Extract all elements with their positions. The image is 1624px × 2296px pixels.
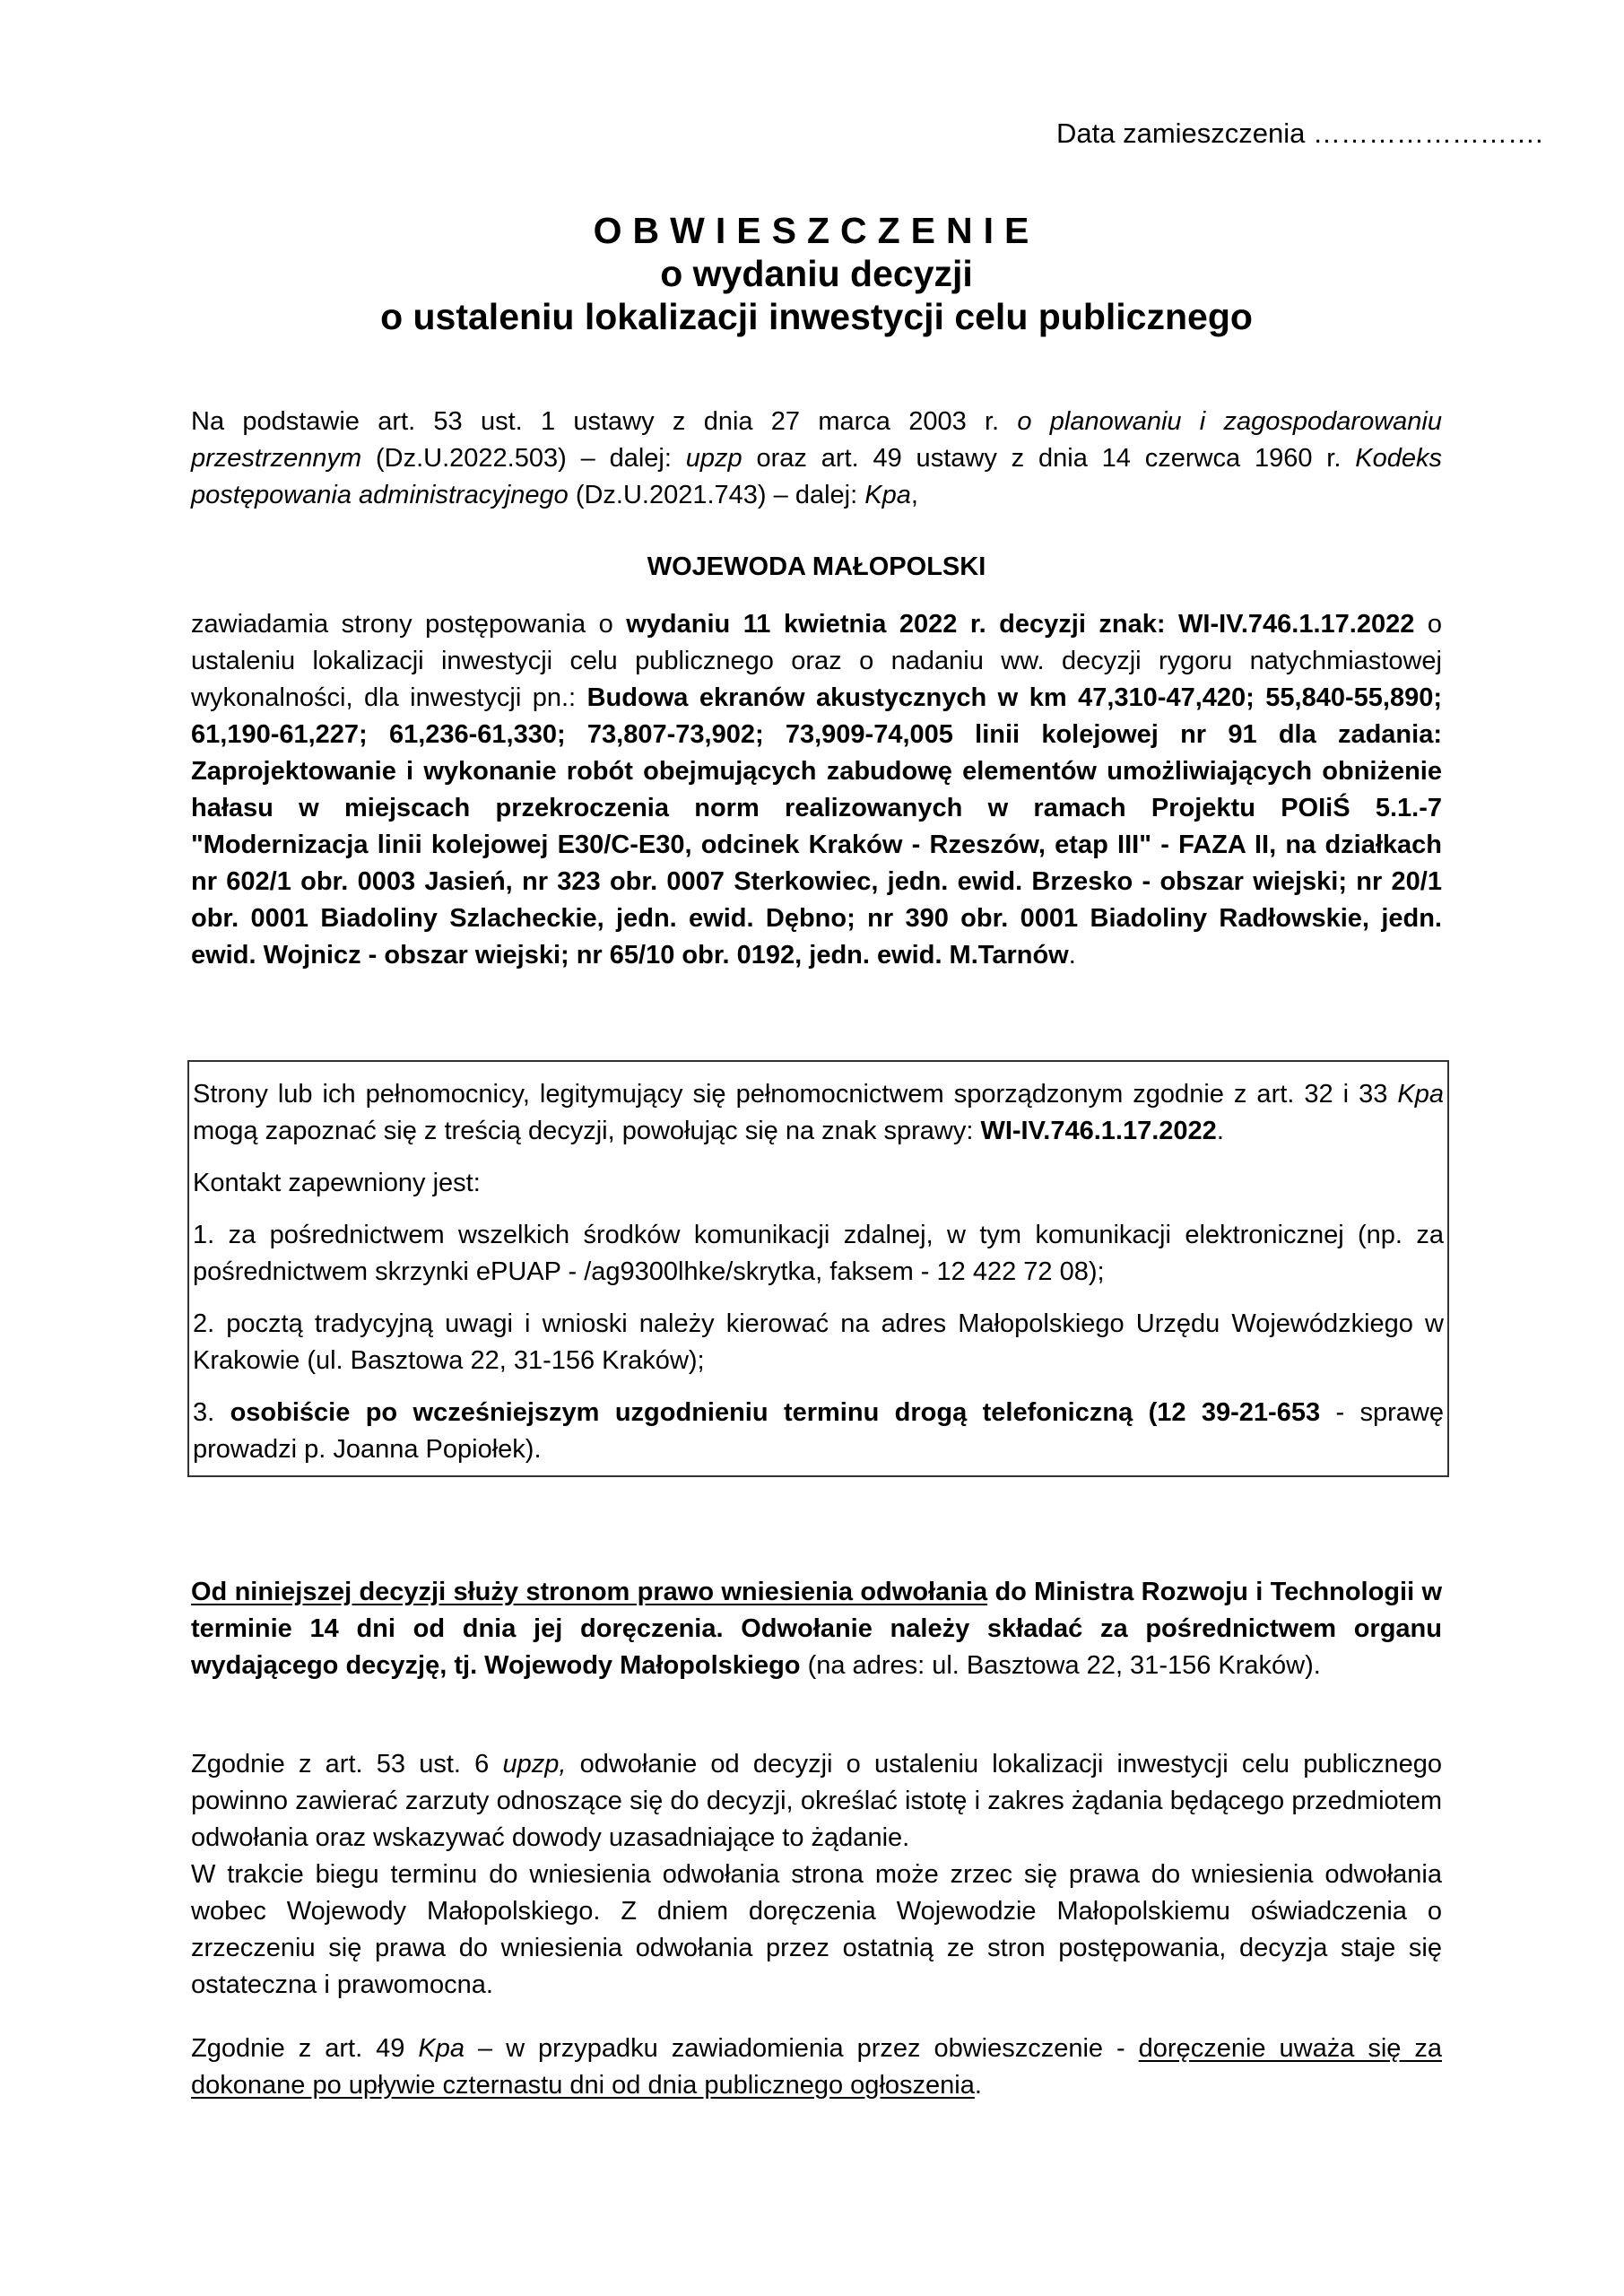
legal-basis-paragraph	[191, 404, 1442, 514]
posting-date-value: …………………….	[1313, 117, 1543, 149]
contact-item-personal	[193, 1395, 1444, 1468]
delivery-rule-underlined: doręczenie uważa się za dokonane po upływie czternastu dni od dnia publicznego ogłoszenia	[191, 2034, 1443, 2100]
appeal-right-underlined: Od niniejszej decyzji służy stronom prawo wniesienia odwołania	[191, 1578, 988, 1606]
access-text: .	[1216, 1117, 1224, 1145]
art49-text: – w przypadku zawiadomienia przez obwieszczenie -	[464, 2034, 1139, 2063]
legal-basis-text: (Dz.U.2022.503) – dalej:	[361, 444, 686, 473]
posting-date-line	[1056, 117, 1543, 150]
art53-section	[191, 1746, 1442, 2004]
authority-heading: WOJEWODA MAŁOPOLSKI	[647, 552, 986, 581]
access-text: Strony lub ich pełnomocnicy, legitymujący się pełnomocnictwem sporządzonym zgodnie z art. 32 i 33	[193, 1080, 1398, 1109]
contact-item-post: 2. pocztą tradycyjną uwagi i wnioski należy kierować na adres Małopolskiego Urzędu Wojewódzkiego w Krakowie (ul. Basztowa 22, 31-156 Kraków);	[193, 1309, 1444, 1375]
case-handler-text: - sprawę prowadzi p. Joanna Popiołek).	[193, 1398, 1444, 1464]
appeal-paragraph	[191, 1574, 1442, 1684]
case-reference: WI-IV.746.1.17.2022	[980, 1117, 1217, 1145]
legal-basis-text: ,	[910, 481, 918, 509]
decision-reference: wydaniu 11 kwietnia 2022 r. decyzji znak: WI-IV.746.1.17.2022	[626, 610, 1415, 639]
art53-paragraph	[191, 1746, 1442, 1857]
contact-info-box	[187, 1060, 1449, 1477]
appeal-instructions: do Ministra Rozwoju i Technologii w terminie 14 dni od dnia jej doręczenia. Odwołanie należy składać za pośrednictwem organu wydającego decyzję, tj. Wojewody Małopolskiego	[191, 1578, 1443, 1680]
access-paragraph	[193, 1076, 1444, 1150]
title-subtitle-1: o wydaniu decyzji	[660, 253, 973, 294]
art53-text: Zgodnie z art. 53 ust. 6	[191, 1750, 503, 1779]
access-text: mogą zapoznać się z treścią decyzji, powołując się na znak sprawy:	[193, 1117, 981, 1145]
contact-heading: Kontakt zapewniony jest:	[193, 1169, 481, 1197]
notice-section	[191, 606, 1442, 974]
art53-text: odwołanie od decyzji o ustaleniu lokalizacji inwestycji celu publicznego powinno zawierać zarzuty odnoszące się do decyzji, określać istotę i zakres żądania będącego przedmiotem odwołania oraz wskazywać dowody uzasadniające to żądanie.	[191, 1750, 1442, 1852]
document-title	[191, 209, 1442, 338]
title-main: OBWIESZCZENIE	[593, 210, 1040, 251]
legal-basis-text: (Dz.U.2021.743) – dalej:	[568, 481, 865, 509]
abbrev-kpa: Kpa	[418, 2034, 465, 2063]
notice-paragraph	[191, 606, 1442, 974]
abbrev-upzp: upzp	[685, 444, 743, 473]
contact-item-remote: 1. za pośrednictwem wszelkich środków komunikacji zdalnej, w tym komunikacji elektronicznej (np. za pośrednictwem skrzynki ePUAP - /ag9300lhke/skrytka, faksem - 12 422 72 08);	[193, 1221, 1444, 1286]
notice-text: o ustaleniu lokalizacji inwestycji celu publicznego oraz o nadaniu ww. decyzji rygoru natychmiastowej wykonalności, dla inwestycji pn.:	[191, 610, 1442, 712]
posting-date-label: Data zamieszczenia	[1056, 117, 1306, 149]
code-name-italic: Kodeks postępowania administracyjnego	[191, 444, 1442, 509]
abbrev-upzp: upzp,	[502, 1750, 567, 1779]
art49-text: Zgodnie z art. 49	[191, 2034, 419, 2063]
abbrev-kpa: Kpa	[864, 481, 911, 509]
item-number: 3.	[193, 1398, 230, 1427]
legal-basis-text: oraz art. 49 ustawy z dnia 14 czerwca 1960 r.	[742, 444, 1356, 473]
art49-text: .	[974, 2071, 982, 2100]
appeal-section	[191, 1574, 1442, 1684]
notice-text: zawiadamia strony postępowania o	[191, 610, 627, 639]
title-subtitle-2: o ustaleniu lokalizacji inwestycji celu publicznego	[380, 296, 1253, 337]
notice-text: .	[1068, 941, 1076, 970]
act-name-italic: o planowaniu i zagospodarowaniu przestrzennym	[191, 407, 1442, 473]
art49-section	[191, 2031, 1442, 2104]
abbrev-kpa: Kpa	[1397, 1080, 1444, 1109]
personal-visit-text: osobiście po wcześniejszym uzgodnieniu terminu drogą telefoniczną (12 39-21-653	[230, 1398, 1321, 1427]
waiver-paragraph: W trakcie biegu terminu do wniesienia odwołania strona może zrzec się prawa do wniesienia odwołania wobec Wojewody Małopolskiego. Z dniem doręczenia Wojewodzie Małopolskiemu oświadczenia o zrzeczeniu się prawa do wniesienia odwołania przez ostatnią ze stron postępowania, decyzja staje się ostateczna i prawomocna.	[191, 1860, 1442, 1999]
appeal-address: (na adres: ul. Basztowa 22, 31-156 Kraków).	[800, 1651, 1321, 1680]
legal-basis-text: Na podstawie art. 53 ust. 1 ustawy z dnia 27 marca 2003 r.	[191, 407, 1018, 436]
art49-paragraph	[191, 2031, 1442, 2104]
investment-description: Budowa ekranów akustycznych w km 47,310-47,420; 55,840-55,890; 61,190-61,227; 61,236-61,330; 73,807-73,902; 73,909-74,005 linii kolejowej nr 91 dla zadania: Zaprojektowanie i wykonanie robót obejmujących zabudowę elementów umożliwiających obniżenie hałasu w miejscach przekroczenia norm realizowanych w ramach Projektu POIiŚ 5.1.-7 "Modernizacja linii kolejowej E30/C-E30, odcinek Kraków - Rzeszów, etap III" - FAZA II, na działkach nr 602/1 obr. 0003 Jasień, nr 323 obr. 0007 Sterkowiec, jedn. ewid. Brzesko - obszar wiejski; nr 20/1 obr. 0001 Biadoliny Szlacheckie, jedn. ewid. Dębno; nr 390 obr. 0001 Biadoliny Radłowskie, jedn. ewid. Wojnicz - obszar wiejski; nr 65/10 obr. 0192, jedn. ewid. M.Tarnów	[191, 683, 1442, 970]
legal-basis-section	[191, 404, 1442, 514]
